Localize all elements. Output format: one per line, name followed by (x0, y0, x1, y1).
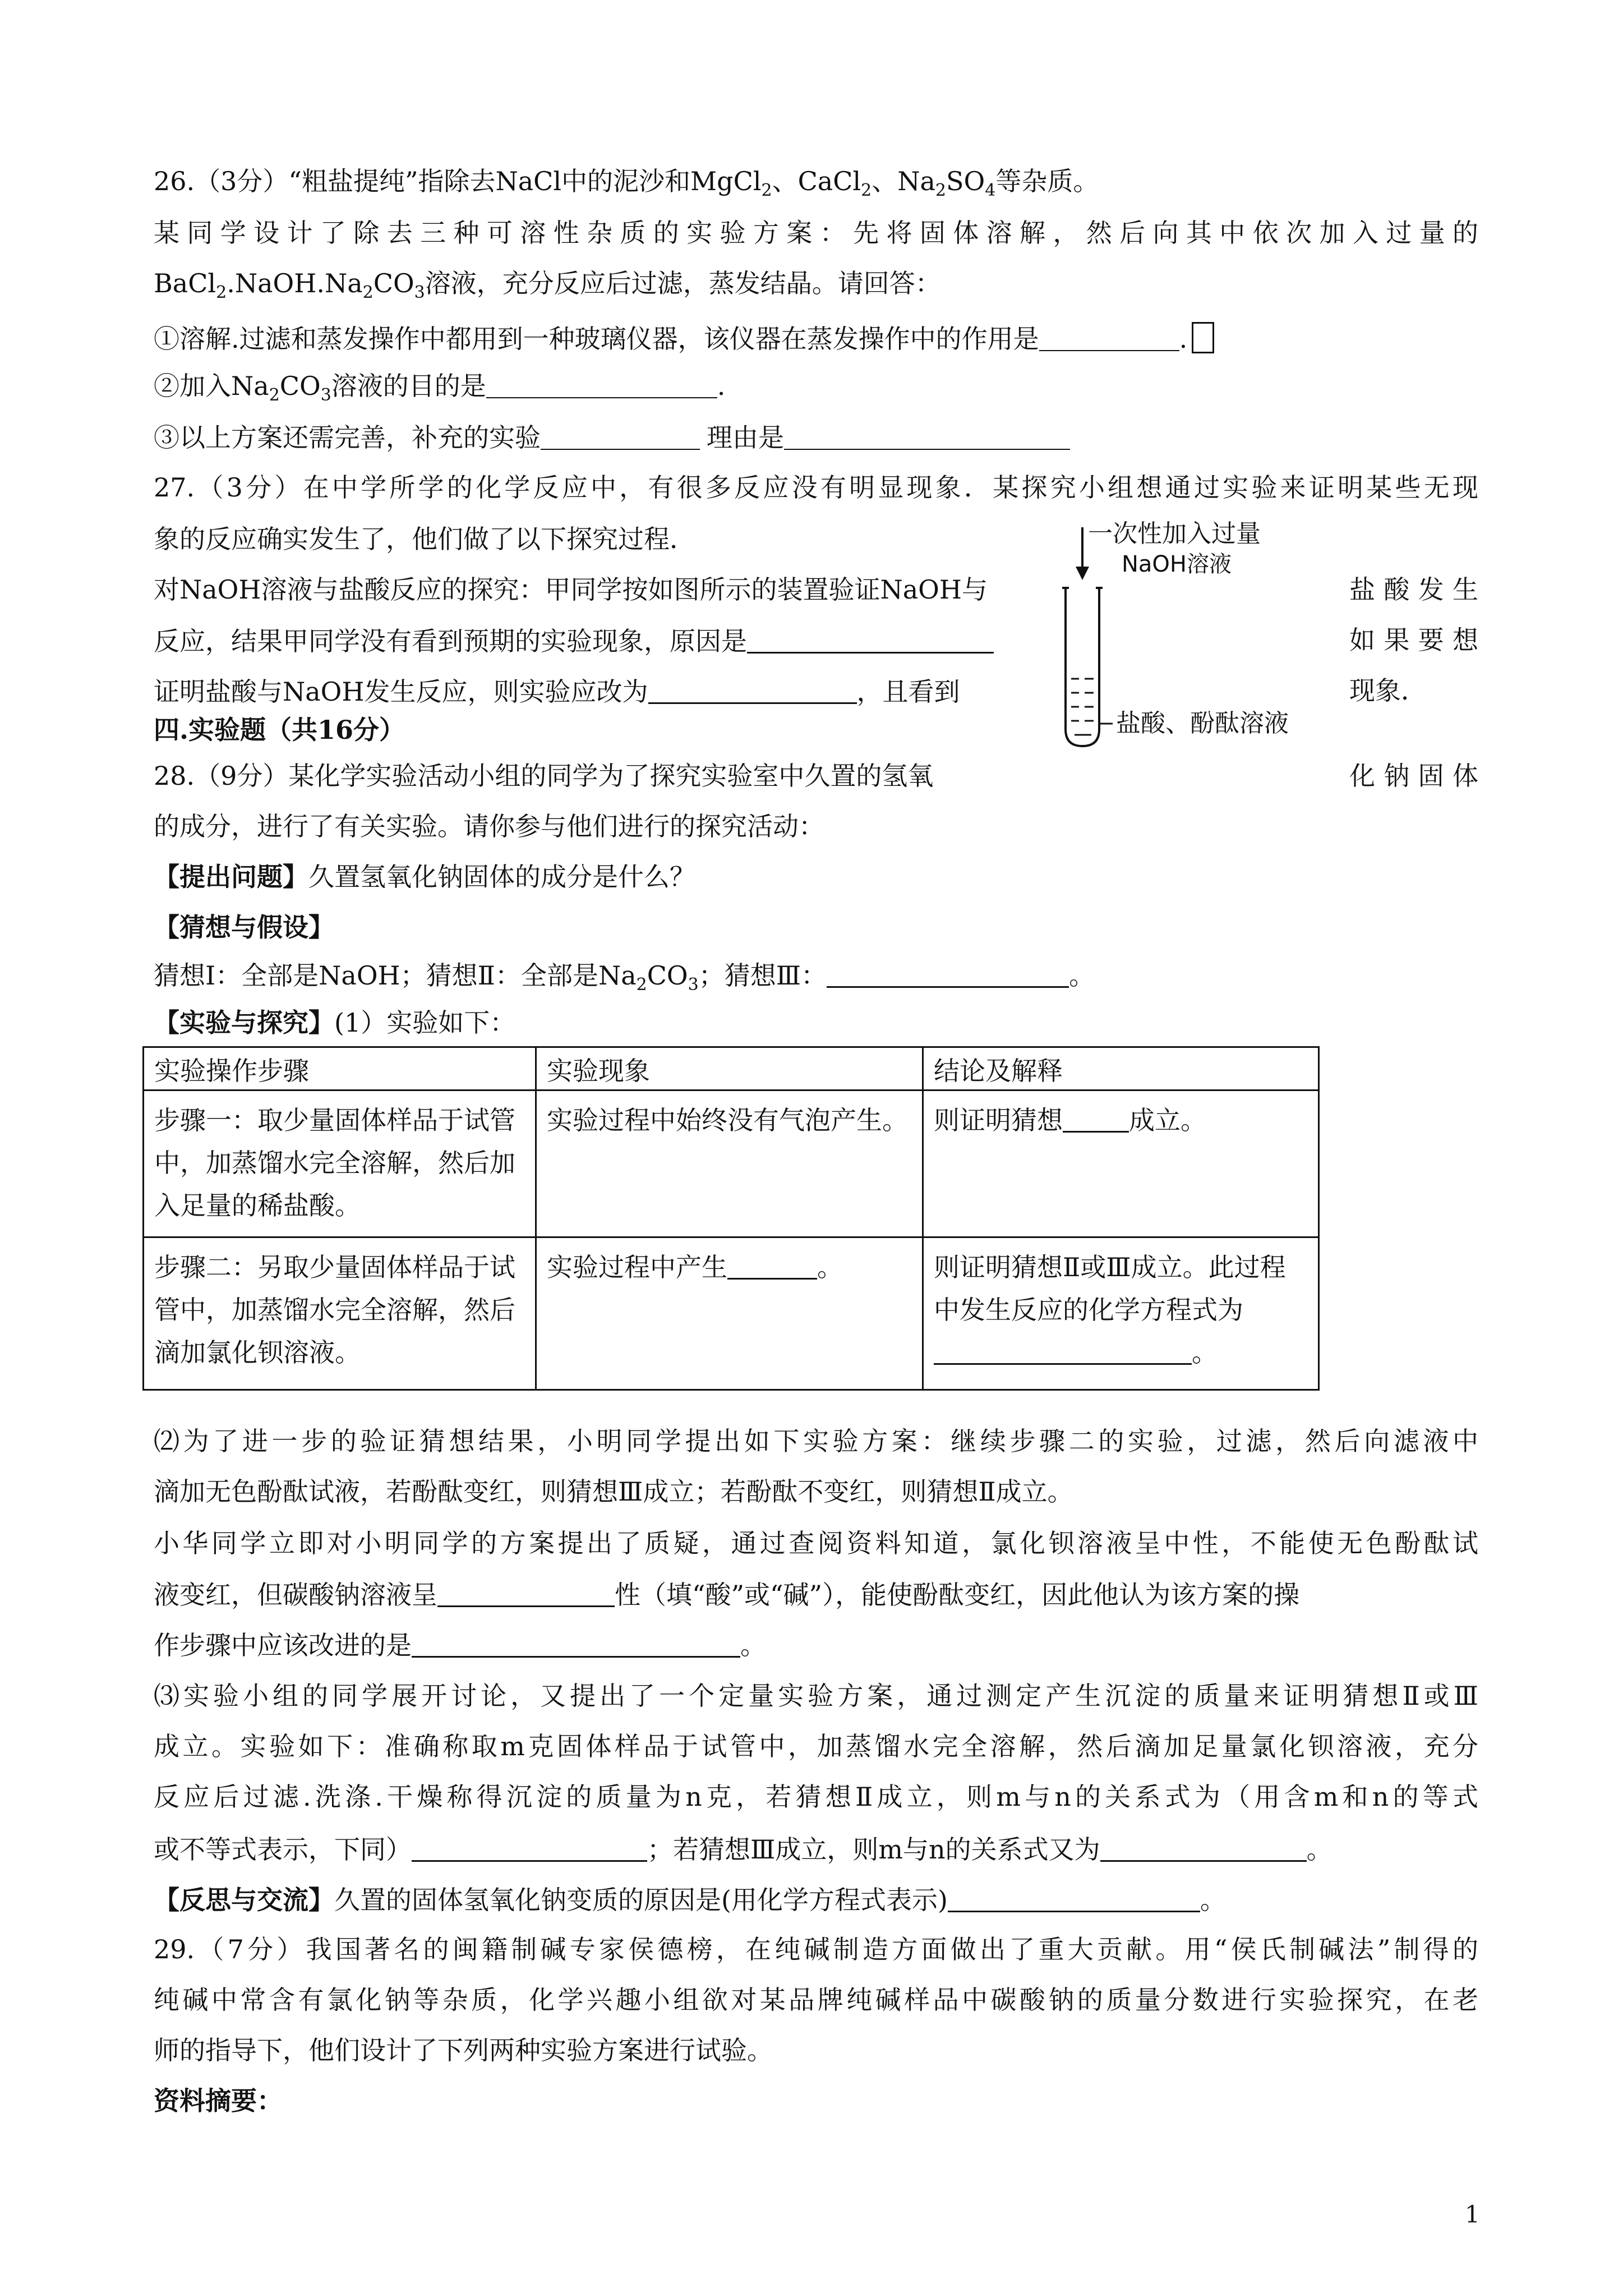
q29-line3: 师的指导下，他们设计了下列两种实验方案进行试验。 (154, 2035, 773, 2065)
answer-blank[interactable] (1063, 1106, 1129, 1133)
q26-item1: ①溶解.过滤和蒸发操作中都用到一种玻璃仪器，该仪器在蒸发操作中的作用是 . (154, 322, 1214, 353)
answer-blank[interactable] (437, 1581, 615, 1607)
q28-p2-line1: ⑵为了进一步的验证猜想结果，小明同学提出如下实验方案：继续步骤二的实验，过滤，然后向滤液中 (154, 1426, 1478, 1456)
q28-p3-line3: 反应后过滤.洗涤.干燥称得沉淀的质量为n克，若猜想Ⅱ成立，则m与n的关系式为（用含m和n的等式 (154, 1782, 1478, 1812)
q26-item2: ②加入$Na_2CO_3$溶液的目的是 . (154, 371, 726, 405)
empty-box (1192, 322, 1214, 353)
test-tube-figure (1043, 519, 1335, 757)
answer-blank[interactable] (948, 1886, 1200, 1912)
table-row (144, 1237, 1319, 1390)
q29-line1: 29.（7分）我国著名的闽籍制碱专家侯德榜，在纯碱制造方面做出了重大贡献。用“侯氏制碱法”制得的 (154, 1934, 1478, 1964)
table-row (144, 1091, 1319, 1237)
q29-summary-label: 资料摘要： (154, 2086, 283, 2116)
experiment-table (142, 1046, 1320, 1391)
answer-blank[interactable] (747, 627, 994, 654)
q28-line2: 的成分，进行了有关实验。请你参与他们进行的探究活动： (154, 811, 824, 841)
q28-p3-line1: ⑶实验小组的同学展开讨论，又提出了一个定量实验方案，通过测定产生沉淀的质量来证明猜想Ⅱ或Ⅲ (154, 1681, 1478, 1711)
q27-line3-left: 对NaOH溶液与盐酸反应的探究：甲同学按如图所示的装置验证NaOH与 (154, 574, 988, 605)
table-header-row (144, 1047, 1319, 1091)
q28-p2-line4: 液变红，但碳酸钠溶液呈 性（填“酸”或“碱”），能使酚酞变红，因此他认为该方案的操 (154, 1580, 1300, 1610)
answer-blank[interactable] (412, 1631, 740, 1658)
table-cell: 实验过程中产生 。 (536, 1237, 923, 1390)
answer-blank[interactable] (827, 961, 1069, 988)
q29-line2: 纯碱中常含有氯化钠等杂质，化学兴趣小组欲对某品牌纯碱样品中碳酸钠的质量分数进行实验探究，在老 (154, 1985, 1478, 2015)
q28-experiment-label: 【实验与探究】(1）实验如下： (154, 1007, 516, 1038)
answer-blank[interactable] (648, 678, 857, 704)
answer-blank[interactable] (784, 424, 1070, 450)
answer-blank[interactable] (934, 1338, 1192, 1365)
q28-question: 【提出问题】久置氢氧化钠固体的成分是什么？ (154, 862, 695, 892)
figure-label-bottom: 盐酸、酚酞溶液 (1116, 709, 1289, 738)
q27-line5-right: 现象． (1349, 675, 1427, 706)
table-cell: 则证明猜想 成立。 (923, 1091, 1319, 1237)
table-header-cell: 实验操作步骤 (144, 1047, 536, 1091)
section-title: 四.实验题（共16分） (154, 715, 405, 745)
q26-line1: 26.（3分）“粗盐提纯”指除去NaCl中的泥沙和MgCl$_2$、CaCl$_2$、$Na_2SO_4$等杂质。 (154, 166, 1099, 200)
q26-item3: ③以上方案还需完善，补充的实验 理由是 (154, 424, 1070, 450)
answer-blank[interactable] (412, 1835, 647, 1862)
answer-blank[interactable] (486, 372, 717, 398)
q27-line5-left: 证明盐酸与NaOH发生反应，则实验应改为 ，且看到 (154, 677, 960, 707)
q28-p2-line3: 小华同学立即对小明同学的方案提出了质疑，通过查阅资料知道，氯化钡溶液呈中性，不能使无色酚酞试 (154, 1528, 1478, 1558)
table-cell: 实验过程中始终没有气泡产生。 (536, 1091, 923, 1237)
q27-line4-left: 反应，结果甲同学没有看到预期的实验现象，原因是 (154, 627, 994, 654)
q28-hypothesis-label: 【猜想与假设】 (154, 912, 334, 942)
answer-blank[interactable] (1100, 1835, 1307, 1862)
figure-label-top-2: NaOH溶液 (1122, 551, 1232, 577)
answer-blank[interactable] (727, 1253, 817, 1280)
table-cell: 步骤二：另取少量固体样品于试管中，加蒸馏水完全溶解，然后滴加氯化钡溶液。 (144, 1237, 536, 1390)
q26-line2: 某同学设计了除去三种可溶性杂质的实验方案：先将固体溶解，然后向其中依次加入过量的 (154, 218, 1478, 248)
table-cell: 则证明猜想Ⅱ或Ⅲ成立。此过程中发生反应的化学方程式为。 (923, 1237, 1319, 1390)
page-number: 1 (1465, 2201, 1480, 2228)
answer-blank[interactable] (1039, 325, 1179, 351)
q27-line1: 27.（3分）在中学所学的化学反应中，有很多反应没有明显现象．某探究小组想通过实验来证明某些无现 (154, 472, 1478, 503)
table-header-cell: 结论及解释 (923, 1047, 1319, 1091)
table-cell: 步骤一：取少量固体样品于试管中，加蒸馏水完全溶解，然后加入足量的稀盐酸。 (144, 1091, 536, 1237)
q27-line3-right: 盐酸发生 (1349, 574, 1478, 605)
q28-line1-right: 化钠固体 (1349, 761, 1478, 791)
q27-line4-right: 如果要想 (1349, 625, 1478, 655)
answer-blank[interactable] (541, 424, 700, 450)
q28-p3-line2: 成立。实验如下：准确称取m克固体样品于试管中，加蒸馏水完全溶解，然后滴加足量氯化钡溶液，充分 (154, 1731, 1478, 1761)
q28-p2-line2: 滴加无色酚酞试液，若酚酞变红，则猜想Ⅲ成立；若酚酞不变红，则猜想Ⅱ成立。 (154, 1476, 1073, 1507)
table-header-cell: 实验现象 (536, 1047, 923, 1091)
q27-line2: 象的反应确实发生了，他们做了以下探究过程． (154, 524, 695, 554)
q28-p3-line4: 或不等式表示，下同） ；若猜想Ⅲ成立，则m与n的关系式又为 。 (154, 1834, 1332, 1865)
q28-reflection: 【反思与交流】久置的固体氢氧化钠变质的原因是(用化学方程式表示) 。 (154, 1885, 1226, 1915)
q28-line1-left: 28.（9分）某化学实验活动小组的同学为了探究实验室中久置的氢氧 (154, 761, 934, 791)
q26-line3: $BaCl_2.NaOH.Na_2CO_3$溶液，充分反应后过滤，蒸发结晶。请回答： (154, 268, 941, 302)
figure-label-top-1: 一次性加入过量 (1088, 519, 1261, 548)
q28-hypotheses: 猜想Ⅰ：全部是NaOH；猜想Ⅱ：全部是$Na_2CO_3$；猜想Ⅲ： 。 (154, 960, 1095, 995)
q28-p2-line5: 作步骤中应该改进的是 。 (154, 1630, 766, 1660)
